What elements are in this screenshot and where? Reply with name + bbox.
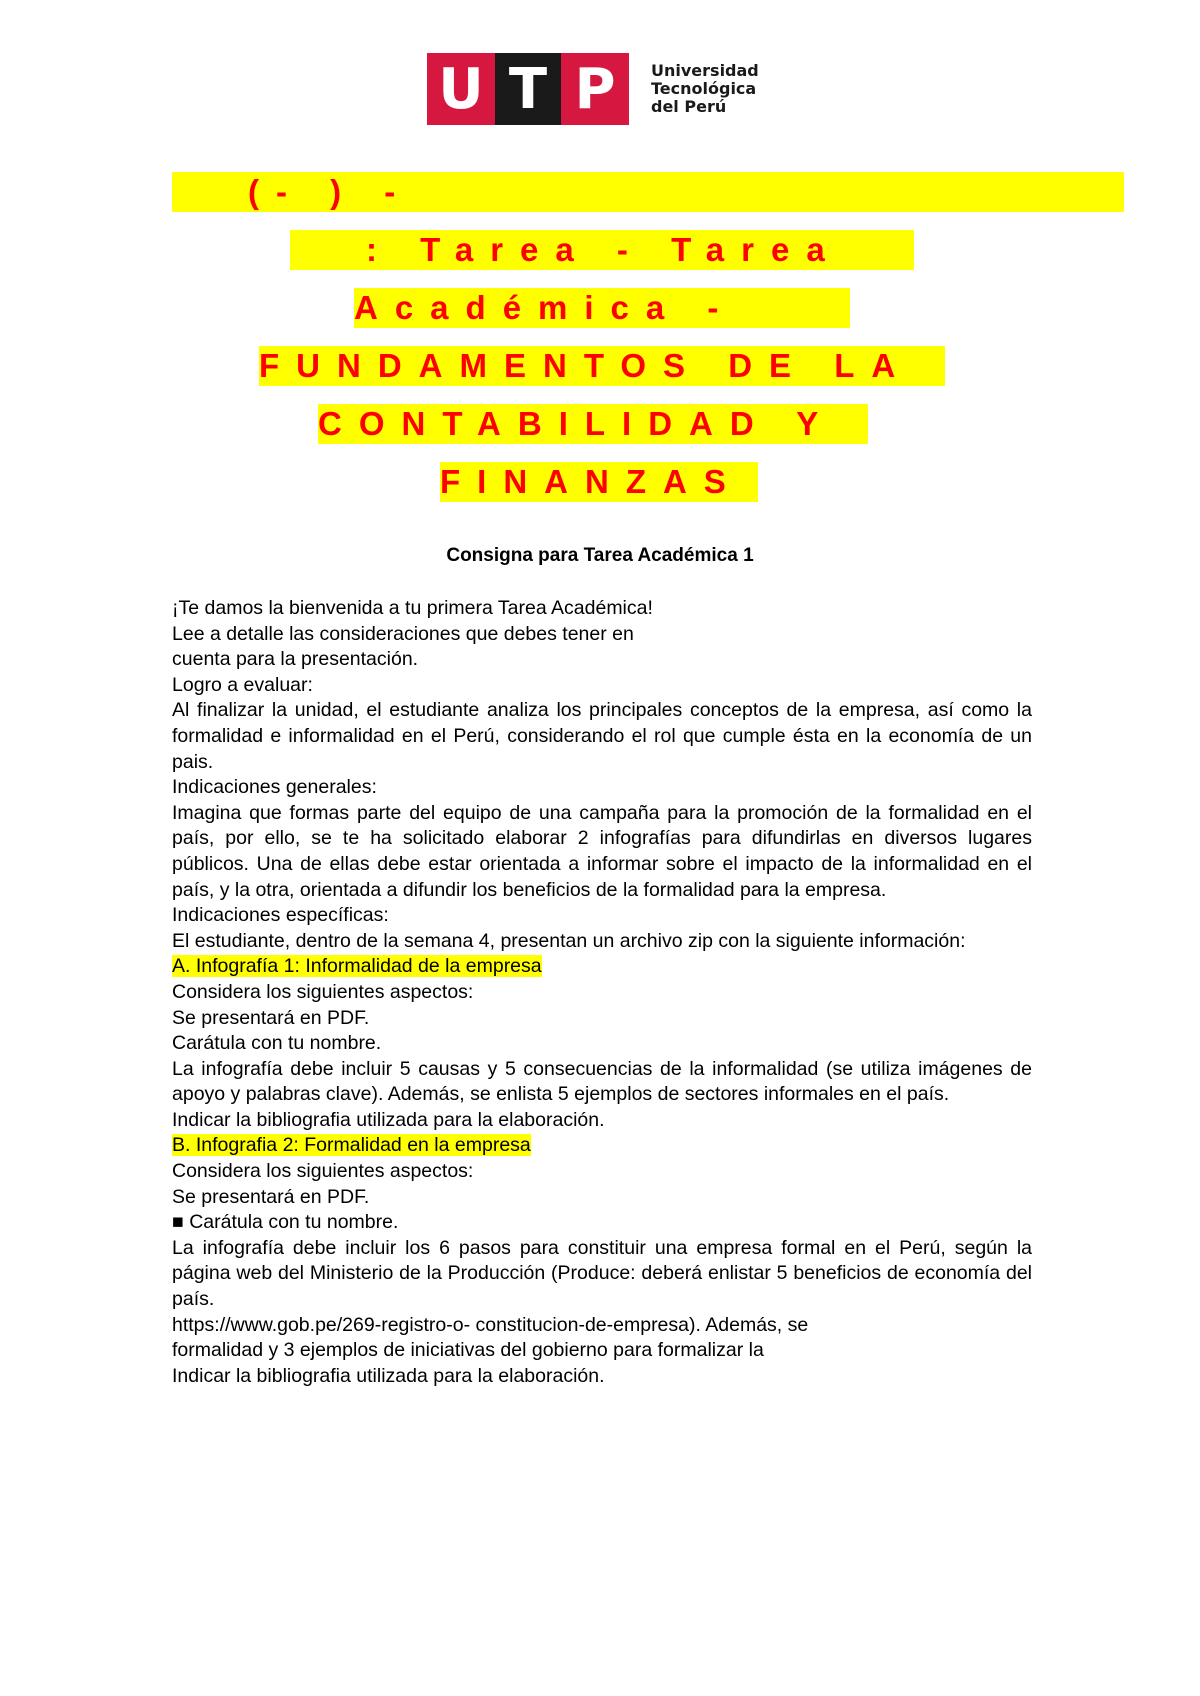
infografia-2-paragraph: La infografía debe incluir los 6 pasos para constituir una empresa formal en el Perú, según la página web del Ministerio de la Producción (Produce: deberá enlistar 5 beneficios de economía del país. <box>172 1236 1032 1311</box>
title-line-3 <box>354 288 850 328</box>
utp-logo <box>427 53 759 125</box>
logo-letter-u: U <box>427 53 495 125</box>
infografia-2-title: B. Infografia 2: Formalidad en la empresa <box>172 1134 531 1157</box>
body-line: Se presentará en PDF. <box>172 1185 370 1208</box>
body-line: Considera los siguientes aspectos: <box>172 980 474 1003</box>
logo-university-name <box>651 62 759 116</box>
infografia-1-paragraph: La infografía debe incluir 5 causas y 5 consecuencias de la informalidad (se utiliza imágenes de apoyo y palabras clave). Además, se enlista 5 ejemplos de sectores informales en el país. <box>172 1057 1032 1106</box>
section-label-especificas: Indicaciones específicas: <box>172 904 389 927</box>
title-line-text: FUNDAMENTOS DE LA <box>259 347 913 384</box>
especificas-paragraph: El estudiante, dentro de la semana 4, presentan un archivo zip con la siguiente información: <box>172 929 966 952</box>
logo-name-line: Universidad <box>651 61 759 80</box>
title-line-text: (- ) - <box>248 173 413 210</box>
logo-name-line: del Perú <box>651 97 727 116</box>
title-line-4 <box>259 346 945 386</box>
body-line: formalidad y 3 ejemplos de iniciativas del gobierno para formalizar la <box>172 1339 764 1362</box>
logro-paragraph: Al finalizar la unidad, el estudiante analiza los principales conceptos de la empresa, así como la formalidad e informalidad en el Perú, considerando el rol que cumple ésta en la economía de un pais. <box>172 699 1032 773</box>
title-line-6 <box>440 462 758 502</box>
section-label-generales: Indicaciones generales: <box>172 776 377 799</box>
body-line: Indicar la bibliografia utilizada para la elaboración. <box>172 1364 605 1387</box>
infografia-1-title: A. Infografía 1: Informalidad de la empresa <box>172 955 542 978</box>
title-line-5 <box>318 404 868 444</box>
infografia-2-heading <box>172 1133 1032 1159</box>
body-line: Lee a detalle las consideraciones que debes tener en <box>172 622 634 645</box>
logo-letter-p: P <box>561 53 629 125</box>
generales-paragraph: Imagina que formas parte del equipo de una campaña para la promoción de la formalidad en el país, por ello, se te ha solicitado elaborar 2 infografías para difundirlas en diversos lugares públicos. Una de ellas debe estar orientada a informar sobre el impacto de la informalidad en el país, y la otra, orientada a difundir los beneficios de la formalidad para la empresa. <box>172 801 1032 901</box>
title-line-1 <box>172 172 1124 212</box>
section-label-logro: Logro a evaluar: <box>172 673 313 696</box>
title-line-text: CONTABILIDAD Y <box>318 405 836 442</box>
title-line-2 <box>290 230 914 270</box>
body-line: cuenta para la presentación. <box>172 648 419 671</box>
bullet-line: ■ Carátula con tu nombre. <box>172 1211 399 1234</box>
infografia-1-heading <box>172 954 1032 980</box>
body-line: Carátula con tu nombre. <box>172 1032 382 1055</box>
welcome-text: ¡Te damos la bienvenida a tu primera Tarea Académica! <box>172 597 653 619</box>
logo-letter-t: T <box>495 53 561 125</box>
title-line-text: : Tarea - Tarea <box>366 231 842 268</box>
assignment-body <box>172 596 1032 1389</box>
title-line-text: Académica - <box>354 289 736 326</box>
body-line: Indicar la bibliografia utilizada para la elaboración. <box>172 1108 605 1131</box>
assignment-heading: Consigna para Tarea Académica 1 <box>446 545 754 566</box>
body-line: Considera los siguientes aspectos: <box>172 1160 474 1183</box>
title-line-text: FINANZAS <box>440 463 743 500</box>
logo-name-line: Tecnológica <box>651 79 757 98</box>
body-line: Se presentará en PDF. <box>172 1006 370 1029</box>
url-line: https://www.gob.pe/269-registro-o- constitucion-de-empresa). Además, se <box>172 1313 809 1336</box>
